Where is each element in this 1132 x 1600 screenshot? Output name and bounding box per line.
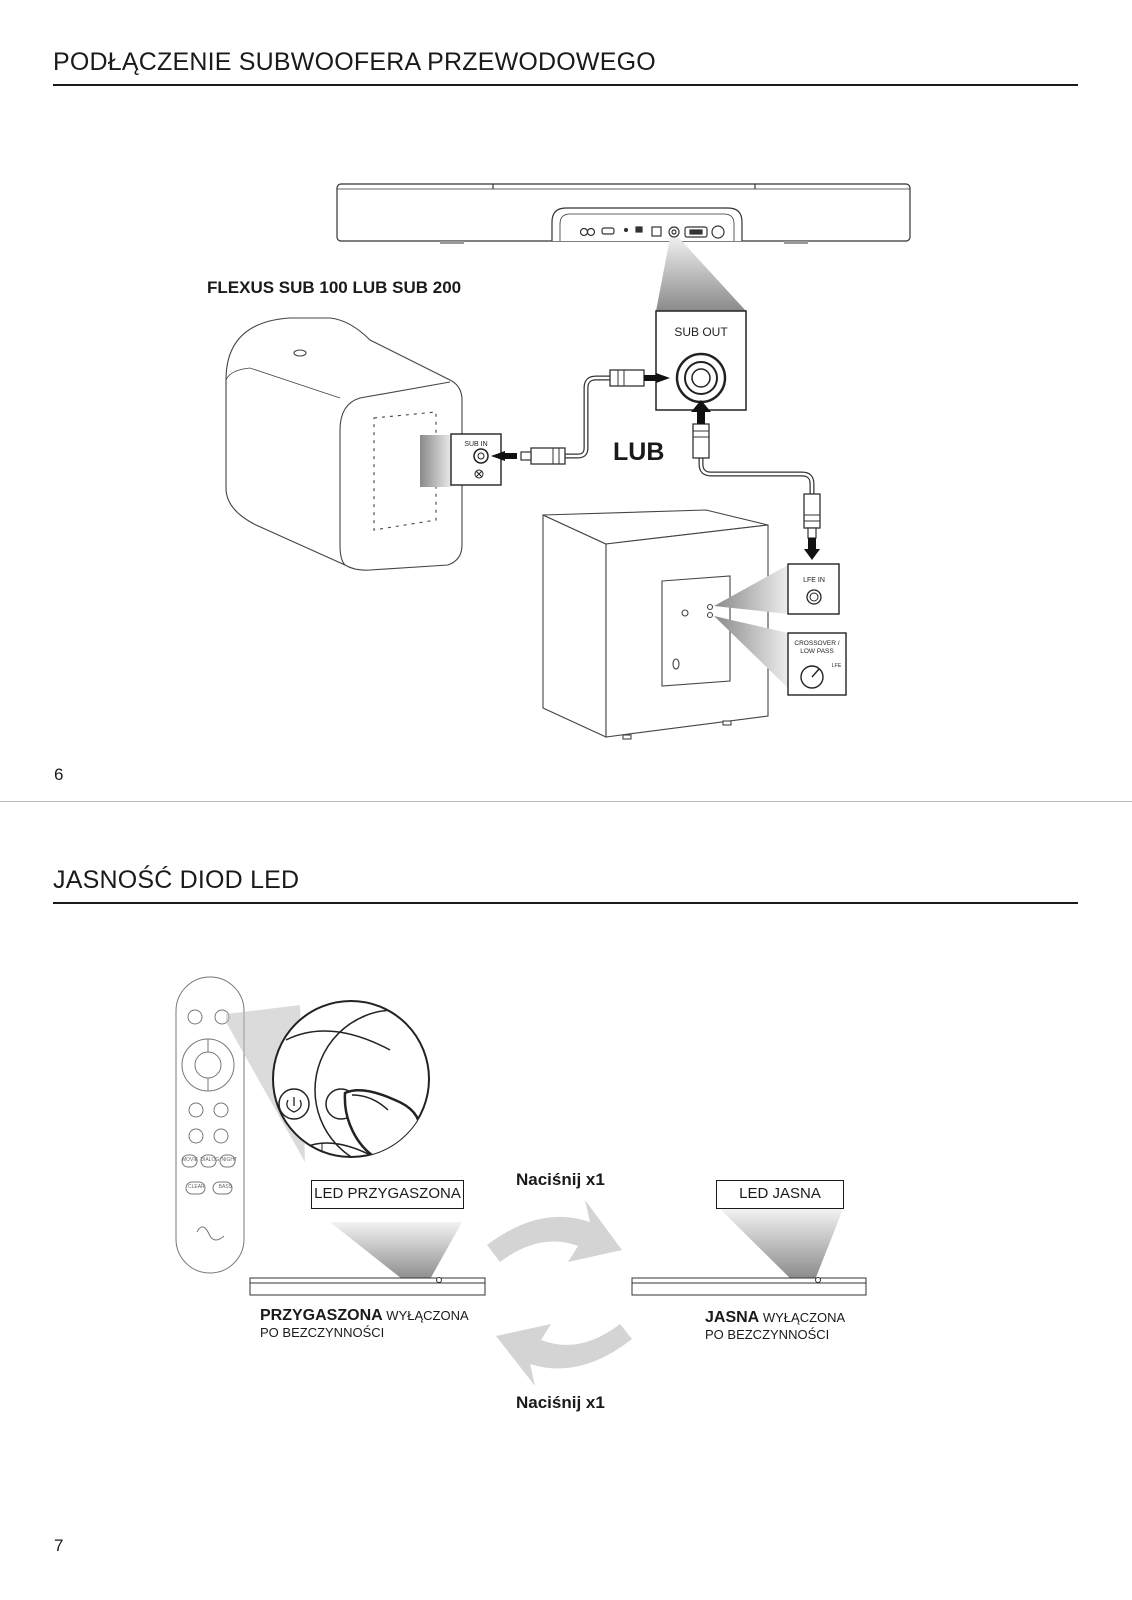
remote-row-1 bbox=[182, 1157, 237, 1163]
dim-caption bbox=[260, 1307, 469, 1341]
section-title-subwoofer: PODŁĄCZENIE SUBWOOFERA PRZEWODOWEGO bbox=[53, 48, 656, 76]
remote-night-label: NIGHT bbox=[221, 1157, 237, 1163]
section-title-led: JASNOŚĆ DIOD LED bbox=[53, 866, 300, 894]
led-dim-box: LED PRZYGASZONA bbox=[311, 1180, 464, 1209]
cycle-arrow-bottom bbox=[496, 1324, 632, 1386]
bright-caption-rest: WYŁĄCZONA bbox=[762, 1310, 846, 1325]
page-number-7: 7 bbox=[54, 1536, 64, 1555]
remote-movie-label: MOVIE bbox=[182, 1157, 199, 1163]
remote-clear-label: CLEAR bbox=[188, 1184, 205, 1190]
sub-in-label: SUB IN bbox=[464, 441, 488, 448]
sub-out-label: SUB OUT bbox=[674, 325, 728, 339]
bright-caption bbox=[705, 1309, 845, 1343]
led-bright-box: LED JASNA bbox=[716, 1180, 844, 1209]
page-number-6: 6 bbox=[54, 765, 64, 784]
crossover-label: CROSSOVER / bbox=[794, 640, 840, 647]
bright-caption-bold: JASNA bbox=[705, 1309, 760, 1326]
cycle-arrow-top bbox=[487, 1200, 622, 1262]
press-label-top: Naciśnij x1 bbox=[516, 1170, 605, 1189]
remote-bass-label: BASS bbox=[218, 1184, 232, 1190]
press-label-bottom: Naciśnij x1 bbox=[516, 1393, 605, 1412]
remote-dialog-label: DIALOG bbox=[200, 1157, 220, 1163]
flexus-sub-label: FLEXUS SUB 100 LUB SUB 200 bbox=[207, 278, 462, 297]
dim-caption-line2: PO BEZCZYNNOŚCI bbox=[260, 1325, 385, 1340]
dim-caption-bold: PRZYGASZONA bbox=[260, 1307, 383, 1324]
bright-caption-line2: PO BEZCZYNNOŚCI bbox=[705, 1327, 830, 1342]
lfe-knob-label: LFE bbox=[832, 663, 842, 669]
soundbar-dim bbox=[250, 1278, 485, 1296]
lfe-in-label: LFE IN bbox=[803, 577, 825, 584]
remote-row-2 bbox=[188, 1184, 232, 1190]
dim-caption-rest: WYŁĄCZONA bbox=[386, 1308, 469, 1323]
low-pass-label: LOW PASS bbox=[800, 648, 834, 655]
soundbar-bright bbox=[632, 1278, 866, 1296]
or-label: LUB bbox=[613, 438, 665, 466]
